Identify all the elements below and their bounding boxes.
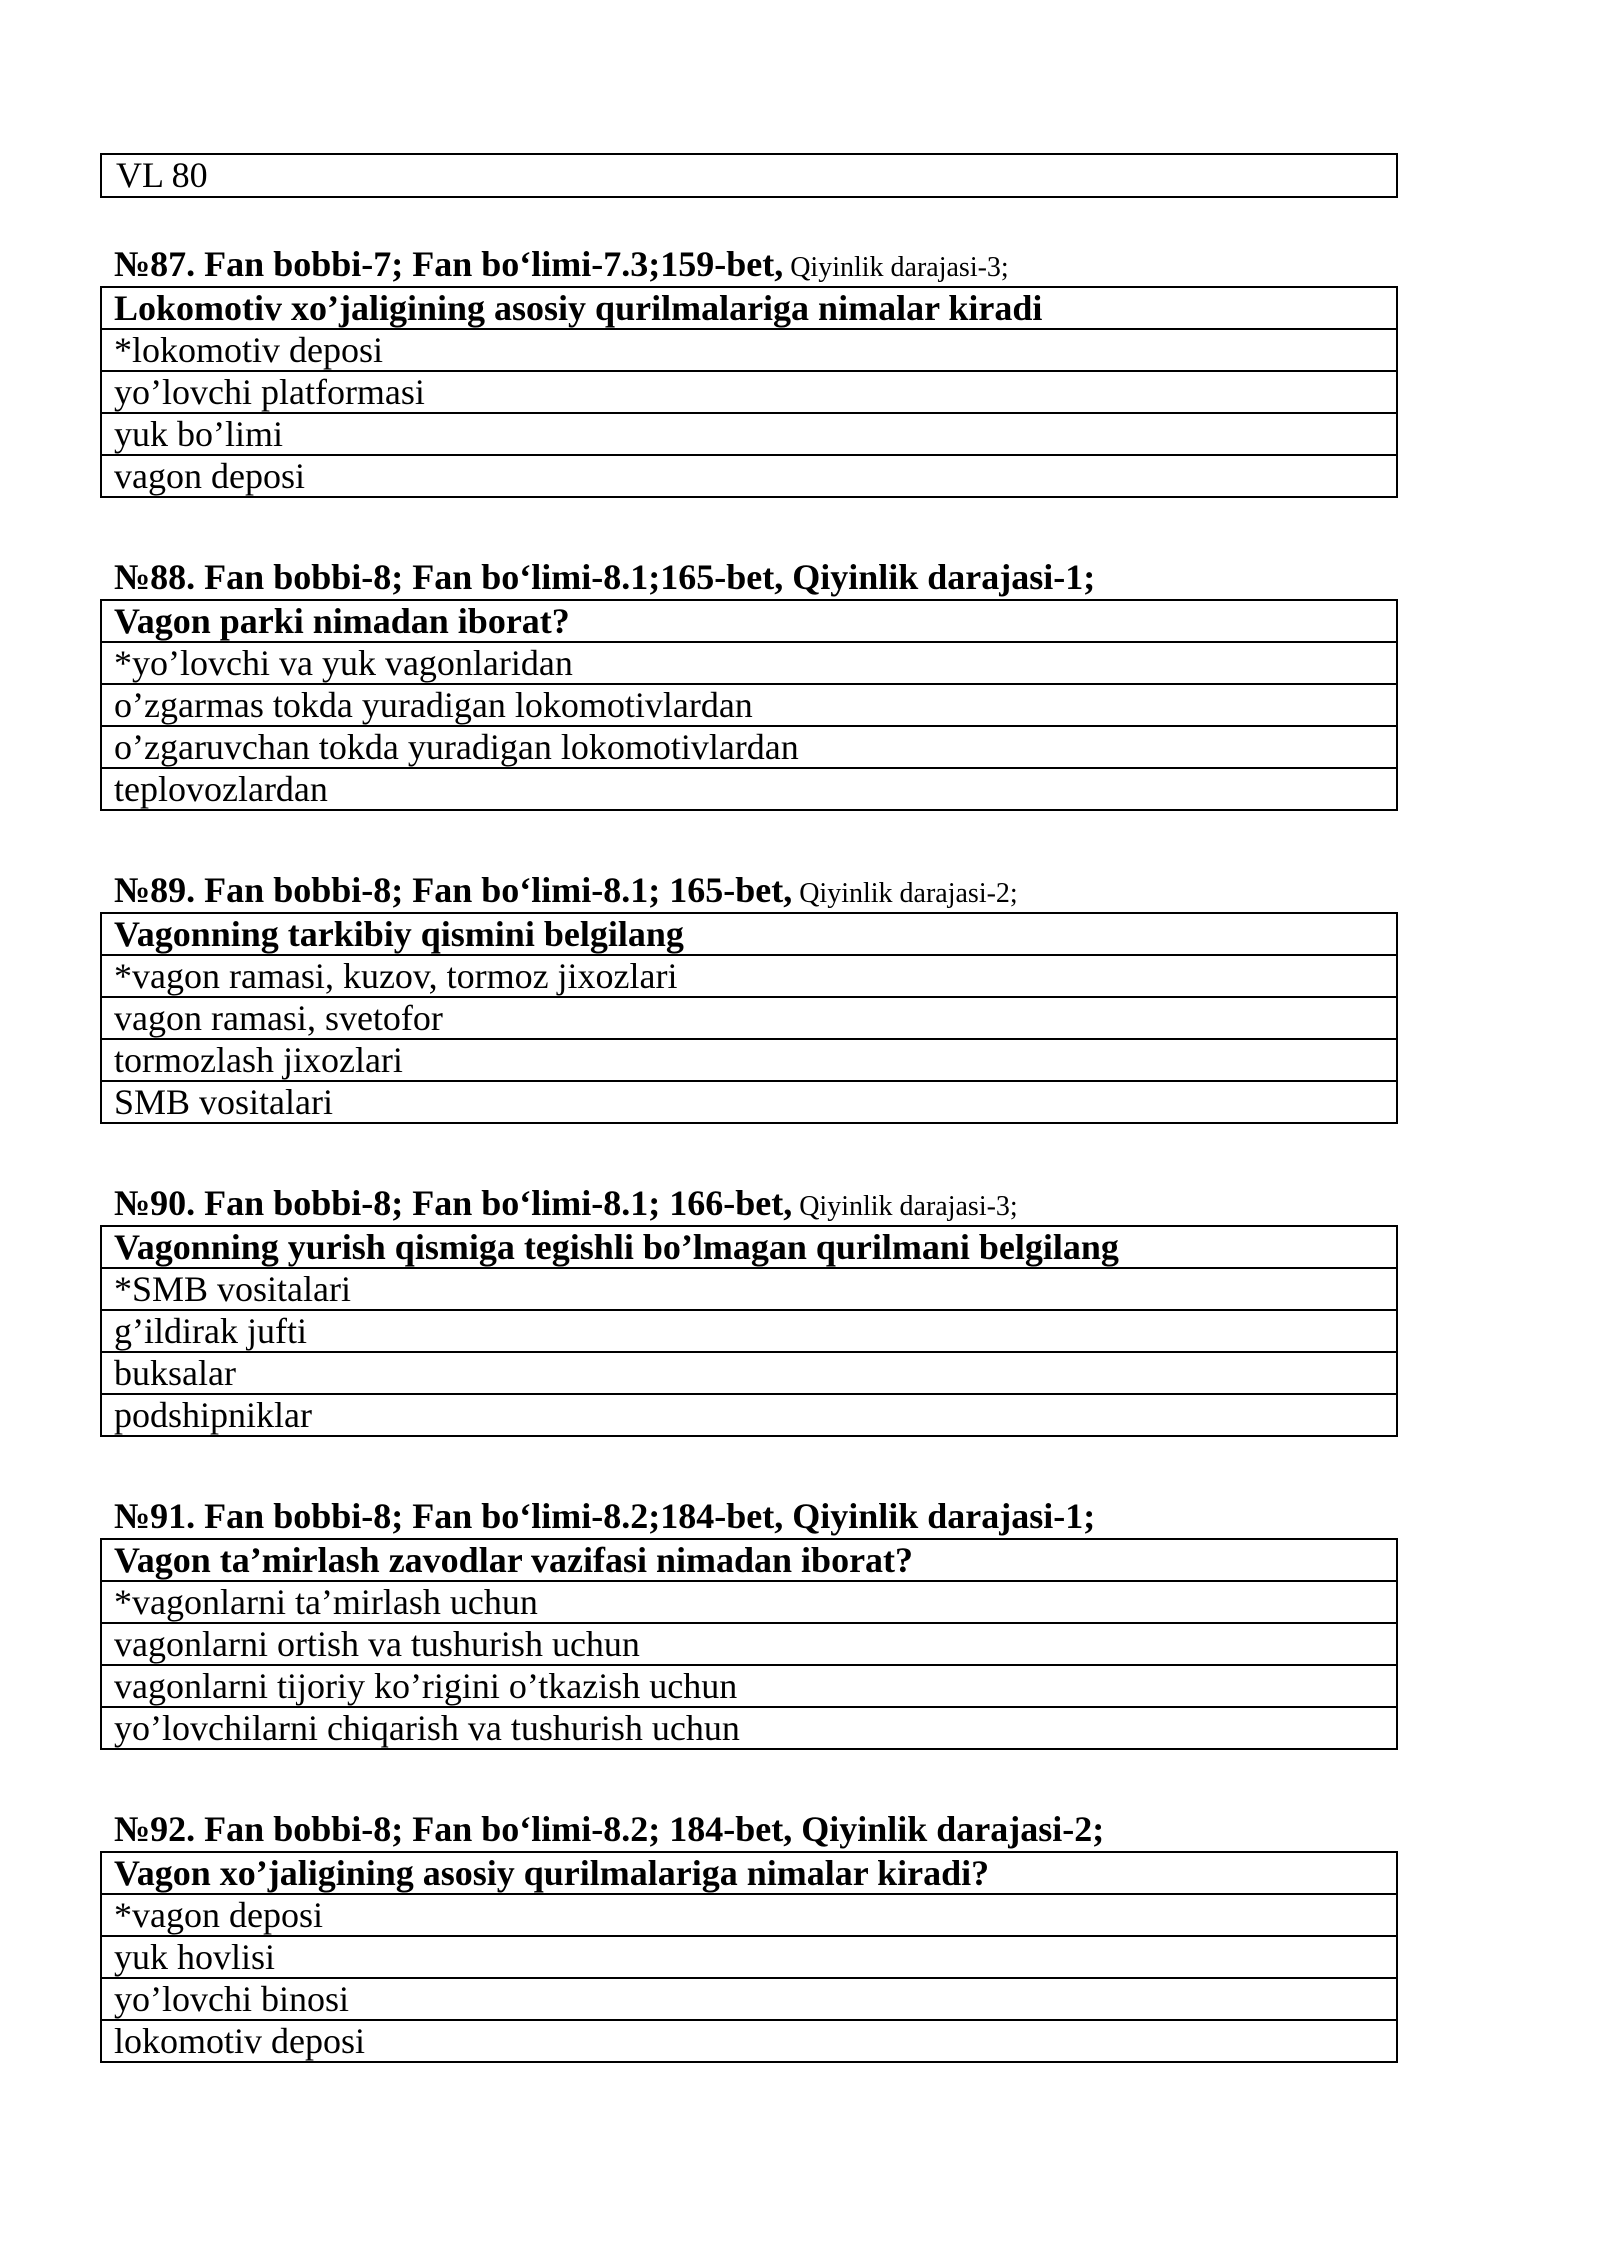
answer-option: vagonlarni ortish va tushurish uchun <box>101 1623 1397 1665</box>
question-block-91 <box>100 1494 1398 1750</box>
question-header-main: №90. Fan bobbi-8; Fan bo‘limi-8.1; 166-bet, <box>114 1183 793 1223</box>
question-stem: Vagon ta’mirlash zavodlar vazifasi nimadan iborat? <box>101 1539 1397 1581</box>
previous-answer-text: VL 80 <box>116 155 208 195</box>
answer-option: *vagon ramasi, kuzov, tormoz jixozlari <box>101 955 1397 997</box>
answer-option: *lokomotiv deposi <box>101 329 1397 371</box>
question-block-87 <box>100 242 1398 498</box>
answer-option: tormozlash jixozlari <box>101 1039 1397 1081</box>
answer-option: *yo’lovchi va yuk vagonlaridan <box>101 642 1397 684</box>
question-table <box>100 1538 1398 1750</box>
answer-option: o’zgaruvchan tokda yuradigan lokomotivlardan <box>101 726 1397 768</box>
answer-option: yuk hovlisi <box>101 1936 1397 1978</box>
question-block-92 <box>100 1807 1398 2063</box>
question-header-main: №92. Fan bobbi-8; Fan bo‘limi-8.2; 184-bet, Qiyinlik darajasi-2; <box>114 1809 1105 1849</box>
previous-answer-box <box>100 153 1398 198</box>
answer-option: *vagon deposi <box>101 1894 1397 1936</box>
question-header-difficulty: Qiyinlik darajasi-2; <box>792 878 1018 909</box>
question-table <box>100 286 1398 498</box>
question-header-main: №89. Fan bobbi-8; Fan bo‘limi-8.1; 165-bet, <box>114 870 793 910</box>
question-header-main: №87. Fan bobbi-7; Fan bo‘limi-7.3;159-bet, <box>114 244 784 284</box>
question-block-90 <box>100 1181 1398 1437</box>
question-table <box>100 1851 1398 2063</box>
question-stem: Vagonning yurish qismiga tegishli bo’lmagan qurilmani belgilang <box>101 1226 1397 1268</box>
question-header <box>100 1181 1398 1225</box>
answer-option: lokomotiv deposi <box>101 2020 1397 2062</box>
question-header <box>100 555 1398 599</box>
question-header-difficulty: Qiyinlik darajasi-3; <box>792 1191 1018 1222</box>
question-block-88 <box>100 555 1398 811</box>
question-header-difficulty: Qiyinlik darajasi-3; <box>783 252 1009 283</box>
question-stem: Vagon parki nimadan iborat? <box>101 600 1397 642</box>
answer-option: yuk bo’limi <box>101 413 1397 455</box>
answer-option: yo’lovchilarni chiqarish va tushurish uchun <box>101 1707 1397 1749</box>
question-header <box>100 242 1398 286</box>
answer-option: vagonlarni tijoriy ko’rigini o’tkazish uchun <box>101 1665 1397 1707</box>
question-stem: Vagonning tarkibiy qismini belgilang <box>101 913 1397 955</box>
question-table <box>100 1225 1398 1437</box>
answer-option: buksalar <box>101 1352 1397 1394</box>
answer-option: *vagonlarni ta’mirlash uchun <box>101 1581 1397 1623</box>
question-stem: Vagon xo’jaligining asosiy qurilmalariga nimalar kiradi? <box>101 1852 1397 1894</box>
answer-option: g’ildirak jufti <box>101 1310 1397 1352</box>
answer-option: yo’lovchi binosi <box>101 1978 1397 2020</box>
question-stem: Lokomotiv xo’jaligining asosiy qurilmalariga nimalar kiradi <box>101 287 1397 329</box>
answer-option: o’zgarmas tokda yuradigan lokomotivlardan <box>101 684 1397 726</box>
answer-option: vagon ramasi, svetofor <box>101 997 1397 1039</box>
question-table <box>100 599 1398 811</box>
question-header <box>100 868 1398 912</box>
question-header <box>100 1494 1398 1538</box>
answer-option: SMB vositalari <box>101 1081 1397 1123</box>
question-block-89 <box>100 868 1398 1124</box>
answer-option: *SMB vositalari <box>101 1268 1397 1310</box>
question-header-main: №91. Fan bobbi-8; Fan bo‘limi-8.2;184-bet, Qiyinlik darajasi-1; <box>114 1496 1096 1536</box>
question-header <box>100 1807 1398 1851</box>
answer-option: podshipniklar <box>101 1394 1397 1436</box>
answer-option: teplovozlardan <box>101 768 1397 810</box>
question-header-main: №88. Fan bobbi-8; Fan bo‘limi-8.1;165-bet, Qiyinlik darajasi-1; <box>114 557 1096 597</box>
answer-option: yo’lovchi platformasi <box>101 371 1397 413</box>
answer-option: vagon deposi <box>101 455 1397 497</box>
question-table <box>100 912 1398 1124</box>
